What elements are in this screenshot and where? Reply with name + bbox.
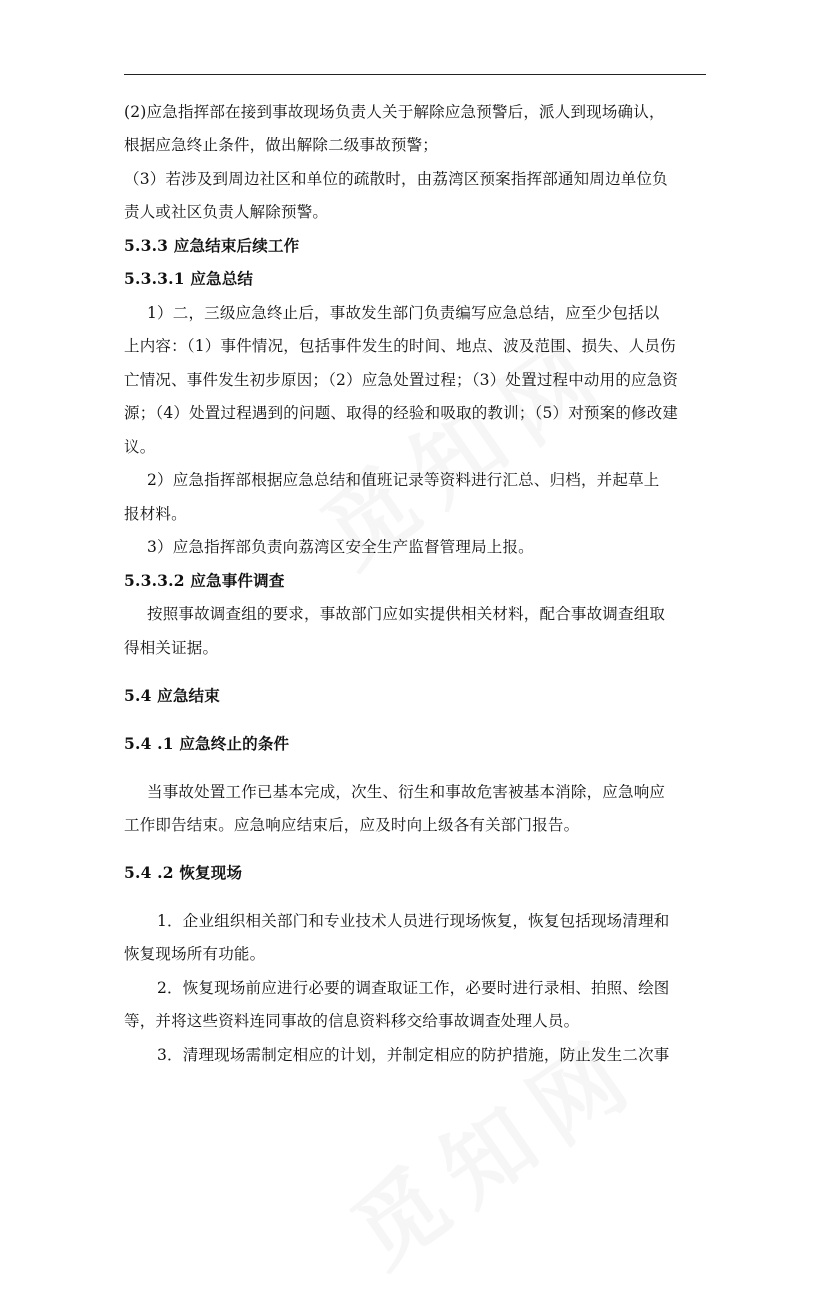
text-line: 源；（4）处置过程遇到的问题、取得的经验和吸取的教训；（5）对预案的修改建 xyxy=(124,404,679,422)
section-heading: 5.3.3.2 应急事件调查 xyxy=(124,571,285,590)
text-line: 3．清理现场需制定相应的计划，并制定相应的防护措施，防止发生二次事 xyxy=(157,1046,670,1064)
section-heading: 5.4 .1 应急终止的条件 xyxy=(124,734,290,753)
text-line: (2)应急指挥部在接到事故现场负责人关于解除应急预警后，派人到现场确认， xyxy=(124,103,665,121)
text-line: 得相关证据。 xyxy=(124,639,219,657)
section-heading: 5.3.3.1 应急总结 xyxy=(124,269,254,288)
text-line: 3）应急指挥部负责向荔湾区安全生产监督管理局上报。 xyxy=(147,538,534,556)
text-line: 上内容：（1）事件情况，包括事件发生的时间、地点、波及范围、损失、人员伤 xyxy=(124,337,676,355)
watermark xyxy=(322,999,662,1291)
text-line: 责人或社区负责人解除预警。 xyxy=(124,203,329,221)
header-rule xyxy=(124,74,706,75)
text-line: 当事故处置工作已基本完成，次生、衍生和事故危害被基本消除，应急响应 xyxy=(147,783,666,801)
text-line: 1．企业组织相关部门和专业技术人员进行现场恢复，恢复包括现场清理和 xyxy=(157,912,670,930)
text-line: 议。 xyxy=(124,438,156,456)
text-line: 2．恢复现场前应进行必要的调查取证工作，必要时进行录相、拍照、绘图 xyxy=(157,979,670,997)
text-line: 等，并将这些资料连同事故的信息资料移交给事故调查处理人员。 xyxy=(124,1012,580,1030)
text-line: 根据应急终止条件，做出解除二级事故预警； xyxy=(124,136,439,154)
text-line: 报材料。 xyxy=(124,505,187,523)
text-line: 2）应急指挥部根据应急总结和值班记录等资料进行汇总、归档，并起草上 xyxy=(147,471,660,489)
text-line: 按照事故调查组的要求，事故部门应如实提供相关材料，配合事故调查组取 xyxy=(147,605,666,623)
text-line: （3）若涉及到周边社区和单位的疏散时，由荔湾区预案指挥部通知周边单位负 xyxy=(124,170,668,188)
section-heading: 5.4 .2 恢复现场 xyxy=(124,863,243,882)
section-heading: 5.3.3 应急结束后续工作 xyxy=(124,236,300,255)
text-line: 亡情况、事件发生初步原因；（2）应急处置过程；（3）处置过程中动用的应急资 xyxy=(124,371,679,389)
text-line: 恢复现场所有功能。 xyxy=(124,945,266,963)
section-heading: 5.4 应急结束 xyxy=(124,686,220,705)
text-line: 1）二，三级应急终止后，事故发生部门负责编写应急总结，应至少包括以 xyxy=(147,304,660,322)
text-line: 工作即告结束。应急响应结束后，应及时向上级各有关部门报告。 xyxy=(124,816,580,834)
